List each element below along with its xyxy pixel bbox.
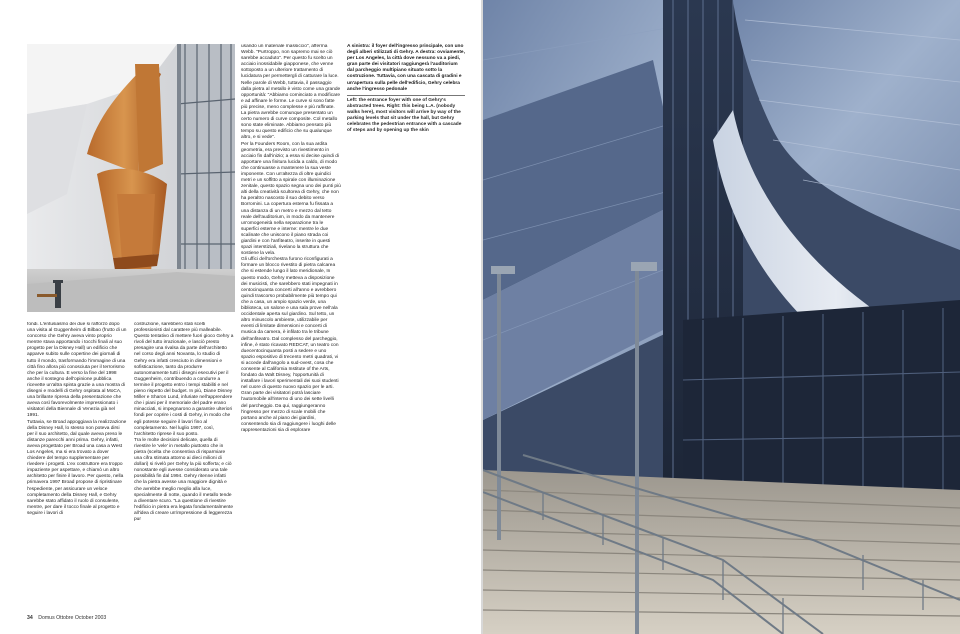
folio-text: Domus Ottobre October 2003 <box>38 615 107 621</box>
paragraph: fondi. L'entusiasmo dei due si rafforzò dopo una visita al Guggenheim di Bilbao (frutto di un concorso che Gehry aveva vinto proprio mentre stava apportando i tocchi finali al suo progetto per la Disney Hall) un edificio che apparve subito sulle copertine dei giornali di tutto il mondo, trasformando l'immagine di una città fino allora più conosciuta per il terrorismo che per la cultura. E verso la fine del 1998 anche il sostegno dell'opinione pubblica ricevette un'altra spinta grazie a una mostra di disegni e modelli di Gehry ospitata al MoCA, una brillante ripresa della presentazione che aveva così favorevolmente impressionato i visitatori della Biennale di Venezia già nel 1991. <box>27 322 127 419</box>
caption-divider <box>347 95 465 96</box>
paragraph: costruzione, sarebbero stati scelti professionisti dal carattere più malleabile. Questo tentativo di mettere fuori gioco Gehry a rivoli del tutto irrazionale, e lasciò presto presagire una rivalsa da parte dell'architetto nel corso degli anni Novanta, lo studio di Gehry era infatti cresciuto in dimensioni e sofisticazione, tanto da produrre autonomamente tutti i disegni esecutivi per il Guggenheim, contribuendo a condurre a termine il progetto entro i tempi stabiliti e nel pieno rispetto del budget. In più, Diane Disney Miller e Sharon Lund, infuriate nell'apprendere che i piani per il memoriale del padre erano minacciati, si impegnarono a garantire ulteriori fondi per coprire i costi di Gehry, in modo che egli potesse seguire il lavori fino al completamento. Nel luglio 1997, così, l'architetto riprese il suo posto. <box>134 322 234 437</box>
caption-italian: A sinistra: il foyer dell'ingresso principale, con uno degli alberi stilizzati di Gehry. A destra: ovviamente, per Los Angeles, la città dove nessuno va a piedi, gran parte dei visitatori raggiungerà l'auditorium dal parcheggio multipiano situato sotto la costruzione. Tuttavia, con una cascata di gradini e un'apertura sulla pelle dell'edificio, Gehry celebra anche l'ingresso pedonale <box>347 44 465 92</box>
page-folio <box>27 615 106 621</box>
concert-hall-exterior-photo <box>483 0 960 634</box>
paragraph: Tuttavia, se Broad appoggiava la realizzazione della Disney Hall, lo stesso non poteva dirsi per il suo architetto, dal quale aveva preso le distanze parecchi anni prima. Gehry, infatti, aveva progettato per Broad una casa a West Los Angeles, ma si era trovato a dover chiedere del tempo supplementare per rivedere i progetti. L'ex costruttore era troppo impaziente per aspettare, e chiamò un altro architetto per finire il lavoro. Per questo, nella primavera 1997 Broad propose di ripristinare l'espediente, per assicurare un veloce completamento della Disney Hall, e Gehry sarebbe stato affidato il ruolo di consulente, mentre, per dare il tocco finale al progetto e seguire i lavori di <box>27 419 127 516</box>
right-page <box>483 0 960 634</box>
paragraph: Per la Founders Room, con la sua ardita geometria, era previsto un rivestimento in acciaio fin dall'inizio; a essa si decise quindi di apportare una finitura lucida a caldo, di modo che continuasse a mantenere la sua veste imponente. Con un'altezza di oltre quindici metri e un soffitto a spirale con illuminazione zenitale, questo spazio segna uno dei punti più alti della creatività scultorea di Gehry, che non ha peraltro nascosto il suo debito verso Borromini. La copertura esterna fu fissata a una distanza di un metro e mezzo dal tetto reale dell'auditorium, in modo da mantenere un'omogeneità nella separazione tra le superfici esterne e interne: mentre le due scalinate che uniscono il piano strada coi giardini e con l'anfiteatro, inserite in questi spazi interstiziali, rivelano la struttura che sostiene la vela. <box>241 141 341 257</box>
foyer-illustration <box>27 44 235 312</box>
paragraph: Tra le molte decisioni delicate, quella di rivestire le 'vele' in metallo piuttosto che in pietra (scelta che consentiva di risparmiare una cifra stimata attorno ai dieci milioni di dollari) si rivelò per Gehry la più sofferta; e ciò nonostante egli avesse considerato una tale possibilità fin dal 1994. Gehry ritenne infatti che la pietra avesse una maggiore dignità e che avrebbe meglio meglio alla luce, specialmente di notte, quando il metallo tende a diventare scuro. "La questione di rivestire l'edificio in pietra era legata fondamentalmente all'idea di creare un'impressione di leggerezza pur <box>134 437 234 522</box>
paragraph: Gli uffici dell'orchestra furono riconfigurati a formare un blocco rivestito di pietra calcarea che si estende lungo il lato meridionale, In questo modo, Gehry metteva a disposizione dei musicisti, che sarebbero stati impegnati in centocinquanta concerti all'anno e avrebbero quindi trascorso probabilmente più tempo qui che a casa, un ampio spazio verde, una biblioteca, un salone e una sala prove nell'ala occidentale aperta sul giardino. Sul tetto, un altro minuscolo ambiente, utilizzabile per eventi di limitate dimensioni e concerti di musica da camera, è infilato tra le tribune dell'anfiteatro. Dal complesso del parcheggio, infine, è stato ricavato REDCAT, un teatro con duecentocinquanta posti a sedere e uno spazio espositivo di trecento metri quadrati, vi si accede dall'angolo a sud-ovest, cosa che consente al California Institute of the Arts, fondato da Walt Disney, l'opportunità di installare i lavori sperimentali dei suoi studenti nel cuore di questo nuovo spazio per le arti. <box>241 257 339 391</box>
photo-caption <box>347 44 465 134</box>
body-column-3 <box>241 44 341 612</box>
body-column-1 <box>27 322 127 612</box>
body-column-2 <box>134 322 234 612</box>
caption-english: Left: the entrance foyer with one of Gehry's abstracted trees. Right: this being L.A. (nobody walks here), most visitors will arrive by way of the parking levels that sit under the hall, but Gehry celebrates the pedestrian entrance with a cascade of steps and by opening up the skin <box>347 97 462 134</box>
page-number: 34 <box>27 615 33 621</box>
paragraph: Gran parte dei visitatori potrà lasciare l'automobile all'interno di uno dei sette livelli del parcheggio. Da qui, raggiungeranno l'ingresso per mezzo di scale mobili che portano anche al piano dei giardini, consentendo sia di raggiungere i luoghi delle rappresentazioni sia di esplorare <box>241 391 336 433</box>
paragraph: usando un materiale massiccio", afferma Webb. "Purtroppo, non sapremo mai se ciò sarebbe accaduto". Per questo fu scelto un acciaio inossidabile giapponese, che venne sottoposto a un ulteriore trattamento di lucidatura per permettergli di catturare la luce. Nelle parole di Webb, tuttavia, il passaggio dalla pietra al metallo è visto come una grande opportunità: "Abbiamo cominciato a modificare e ad affinare le forme. Le curve si sono fatte più precise, meno complesse e più raffinate. La pietra avrebbe comunque presentato un certo numero di curve composite. Col metallo sono state eliminate. Abbiamo pensato più tempo su questo edificio che su qualunque altro, e si vede". <box>241 44 341 141</box>
foyer-photo <box>27 44 235 312</box>
